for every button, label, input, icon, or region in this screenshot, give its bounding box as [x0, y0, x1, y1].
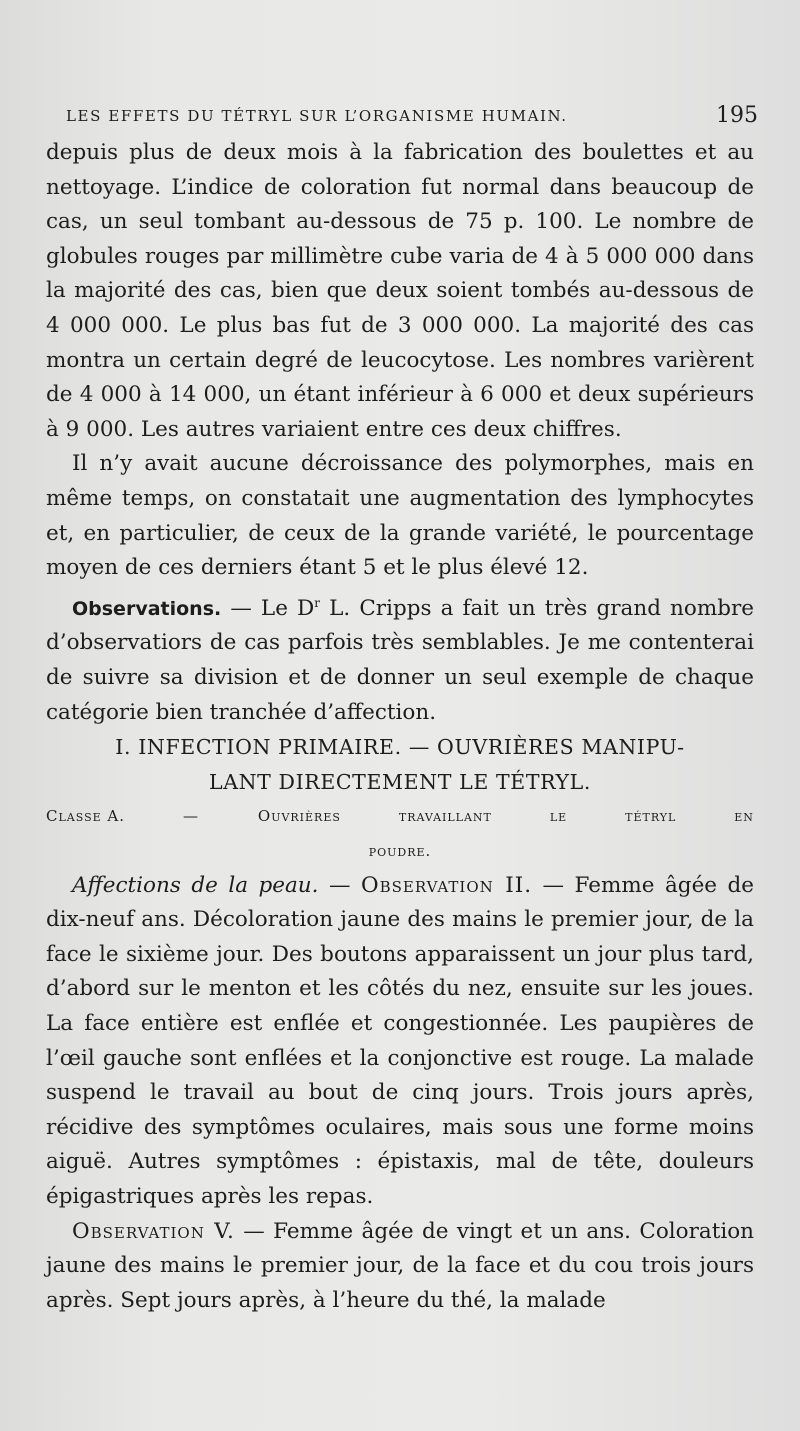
observations-text-b: L. Cripps a fait un très grand nombre d’observatiors de cas parfois très semblables. Je me contenterai de suivre sa division et de donner un seul exemple de chaque catégorie bien tranchée d’affection.: [46, 595, 754, 725]
classe-word: tétryl: [625, 807, 677, 826]
classe-word: travaillant: [398, 807, 492, 826]
paragraph-observation-5: [46, 1215, 754, 1319]
observation-5-text: — Femme âgée de vingt et un ans. Coloration jaune des mains le premier jour, de la face et du cou trois jours après. Sept jours après, à l’heure du thé, la malade: [46, 1218, 754, 1313]
page-number: 195: [716, 103, 758, 128]
classe-word: le: [549, 807, 568, 826]
doctor-abbrev-sup: r: [314, 595, 321, 610]
classe-heading-line2: poudre.: [368, 842, 432, 861]
classe-word: en: [734, 807, 754, 826]
section-title-line1: I. INFECTION PRIMAIRE. — OUVRIÈRES MANIPU-: [115, 735, 685, 760]
obs2-dash: —: [318, 872, 361, 898]
paragraph-polymorphs: Il n’y avait aucune décroissance des polymorphes, mais en même temps, on constatait une augmentation des lymphocytes et, en particulier, de ceux de la grande variété, le pourcentage moyen de ces derniers étant 5 et le plus élevé 12.: [46, 451, 754, 581]
classe-heading: [46, 799, 754, 868]
section-title-line2: LANT DIRECTEMENT LE TÉTRYL.: [209, 769, 591, 794]
affections-heading: Affections de la peau.: [72, 872, 319, 898]
observations-text-a: — Le D: [221, 595, 315, 621]
observation-2-text: — Femme âgée de dix-neuf ans. Décoloration jaune des mains le premier jour, de la face le sixième jour. Des boutons apparaissent un jour plus tard, d’abord sur le menton et les côtés du nez, ensuite sur les joues. La face entière est enflée et congestionnée. Les paupières de l’œil gauche sont enflées et la conjonctive est rouge. La malade suspend le travail au bout de cinq jours. Trois jours après, récidive des symptômes oculaires, mais sous une forme moins aiguë. Autres symptômes : épistaxis, mal de tête, douleurs épigastriques après les repas.: [46, 872, 754, 1209]
classe-dash: —: [182, 807, 200, 826]
classe-label: Classe A.: [46, 807, 126, 826]
paragraph-blood-counts: depuis plus de deux mois à la fabrication des boulettes et au nettoyage. L’indice de coloration fut normal dans beaucoup de cas, un seul tombant au-dessous de 75 p. 100. Le nombre de globules rouges par millimètre cube varia de 4 à 5 000 000 dans la majorité des cas, bien que deux soient tombés au-dessous de 4 000 000. Le plus bas fut de 3 000 000. La majorité des cas montra un certain degré de leucocytose. Les nombres varièrent de 4 000 à 14 000, un étant inférieur à 6 000 et deux supérieurs à 9 000. Les autres variaient entre ces deux chiffres.: [46, 140, 754, 442]
classe-heading-line1: [46, 799, 754, 834]
paragraph-observation-2: [46, 869, 754, 1215]
section-title: [46, 730, 754, 799]
classe-word: Ouvrières: [257, 807, 341, 826]
page-text-block: [46, 96, 758, 1318]
paragraph-observations: [46, 586, 754, 731]
running-title: LES EFFETS DU TÉTRYL SUR L’ORGANISME HUMAIN.: [66, 107, 568, 125]
observations-heading: Observations.: [72, 597, 222, 620]
running-header: [66, 96, 758, 136]
observation-5-label: Observation V.: [72, 1218, 235, 1244]
observation-2-label: Observation II.: [360, 872, 533, 898]
